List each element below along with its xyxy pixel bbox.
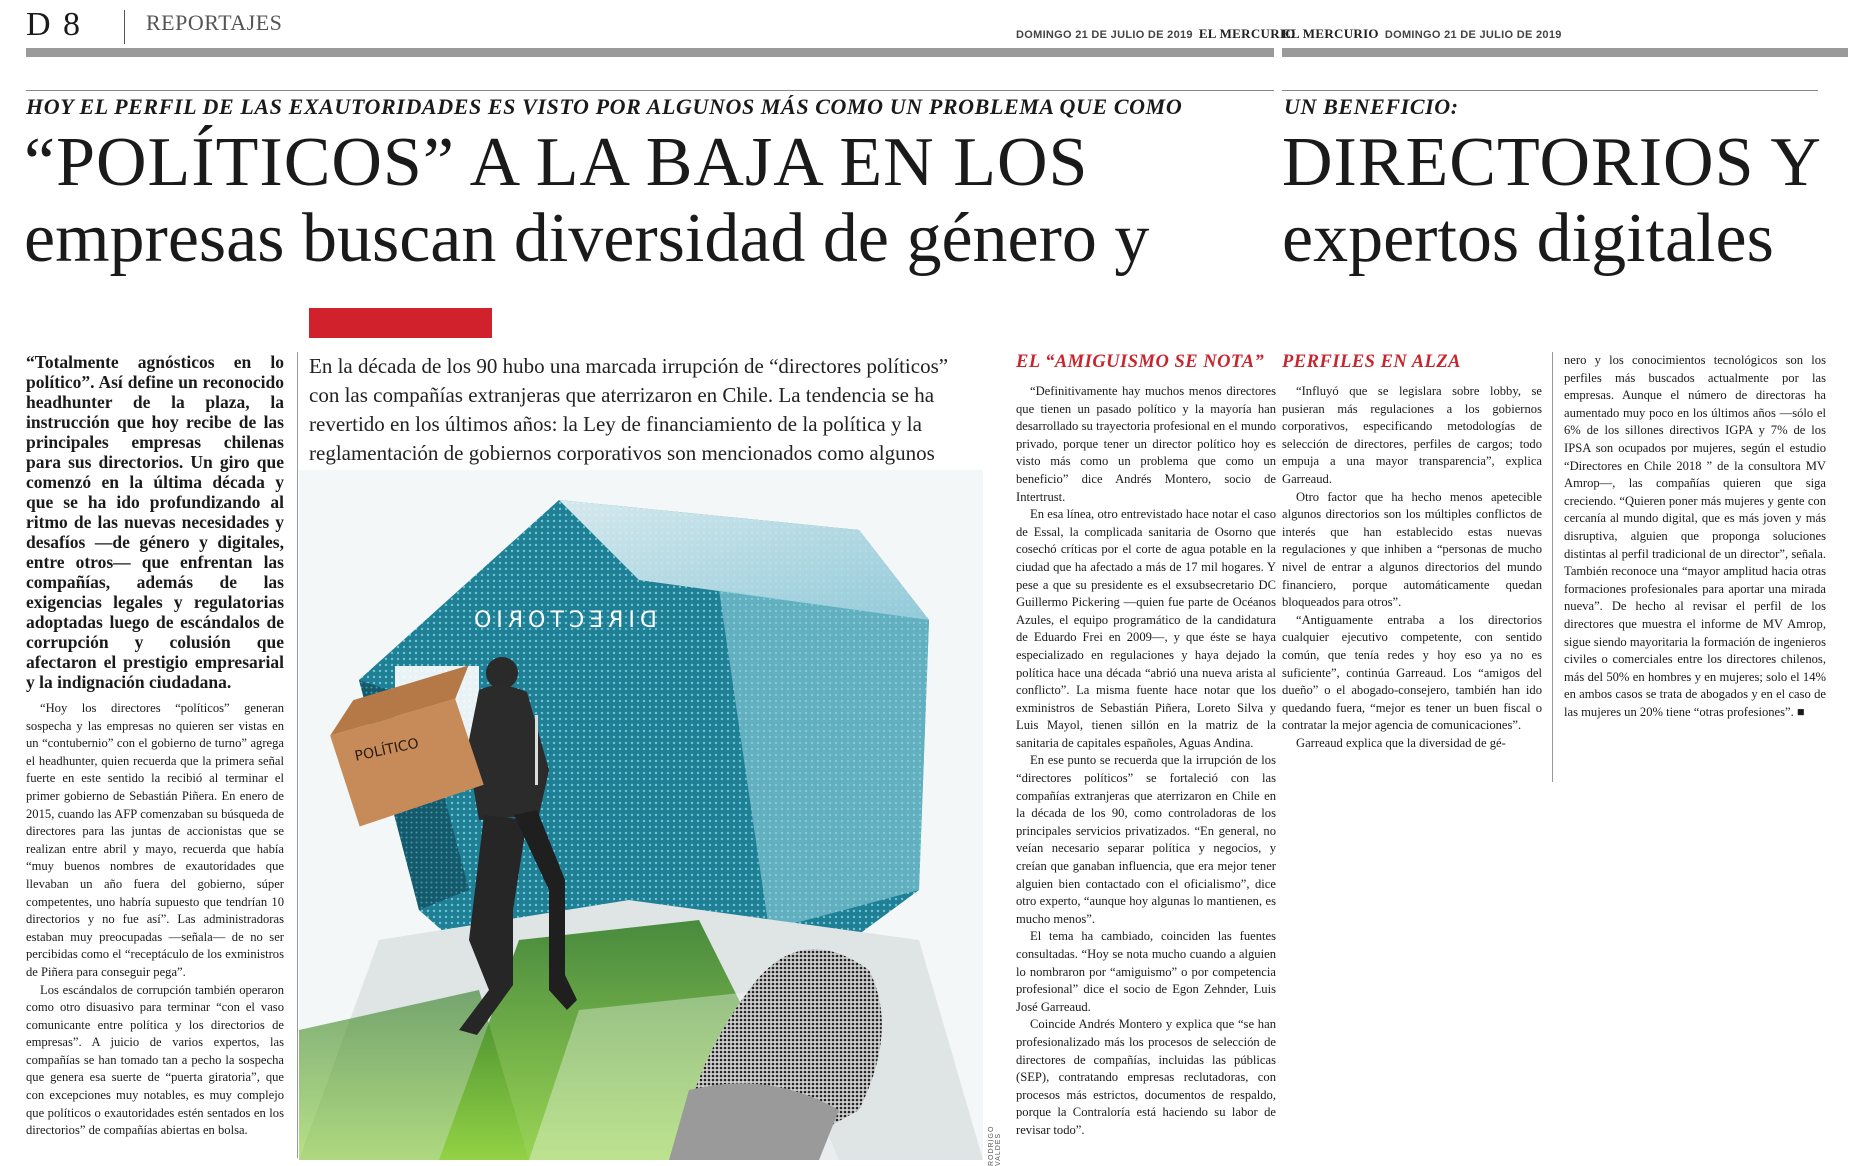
date-left: DOMINGO 21 DE JULIO DE 2019 [1016, 29, 1193, 41]
dateline-right [1282, 26, 1562, 42]
column-3 [1016, 352, 1276, 1140]
end-mark: ■ [1796, 704, 1805, 719]
headline-line2-left: empresas buscan diversidad de género y [24, 200, 1150, 277]
body-paragraph: “Hoy los directores “políticos” generan sospecha y las empresas no quieren ser vistas en un “contubernio” con el gobierno de turno” agrega el headhunter, quien recuerda que la primera señal fuerte en este sentido la recibió al terminar el primer gobierno de Sebastián Piñera. En enero de 2015, cuando las AFP comenzaban su búsqueda de directores para las juntas de accionistas que se realizan entre abril y mayo, recuerda que había “muy buenos nombres de exautoridades que llevaban un año fuera del gobierno, súper competentes, uno habría supuesto que tendrían 10 directorios y no fue así”. Las administradoras estaban muy preocupadas —señala— de no ser percibidas como el “receptáculo de los exministros de Piñera para conseguir pega”. [26, 701, 284, 979]
headline-line1-left: “POLÍTICOS” A LA BAJA EN LOS [24, 124, 1089, 201]
lead-paragraph: “Totalmente agnósticos en lo político”. Así define un reconocido headhunter de la plaza, la instrucción que hoy recibe de las principales empresas chilenas para sus directorios. Un giro que comenzó en la última década y que se ha ido profundizando al ritmo de las nuevas necesidades y desafíos —de género y digitales, entre otros— que enfrentan las compañías, además de las exigencias legales y regulatorias adoptadas luego de escándalos de corrupción y colusión que afectaron el prestigio empresarial y la indignación ciudadana. [26, 352, 284, 692]
paper-name-right: EL MERCURIO [1282, 26, 1379, 41]
kicker-left: HOY EL PERFIL DE LAS EXAUTORIDADES ES VISTO POR ALGUNOS MÁS COMO UN PROBLEMA QUE COMO [26, 94, 1183, 119]
paper-name-left: EL MERCURIO [1198, 26, 1296, 41]
column-rule [1552, 352, 1553, 782]
dateline-left [1016, 26, 1302, 42]
body-paragraph: En ese punto se recuerda que la irrupción de los “directores políticos” se fortaleció con las compañías extranjeras que aterrizaron en Chile en la década de los 90, como controladoras de los principales servicios privatizados. “En general, no veían necesario separar política y negocios, y creían que ganaban influencia, que era mejor tener alguien bien contactado con el oficialismo”, dice otro experto, “aunque hoy algunas lo mantienen, es mucho menos”. [1016, 753, 1276, 926]
column-1 [26, 352, 284, 1140]
top-rule-left [26, 48, 1274, 57]
body-paragraph: Los escándalos de corrupción también operaron como otro disuasivo para terminar “con el vaso comunicante entre política y los directorios de empresas”. A juicio de varios expertos, las compañías se han tomado tan a pecho la sospecha que genera esa suerte de “puerta giratoria”, que con excepciones muy notables, es muy complejo que políticos o exautoridades estén sentados en los directorios” de compañías abiertas en bolsa. [26, 982, 284, 1138]
photo-credit: RODRIGO VALDÉS [988, 1125, 1002, 1166]
subhead-perfiles: PERFILES EN ALZA [1282, 352, 1461, 372]
body-paragraph: “Influyó que se legislara sobre lobby, se pusieran más regulaciones a los gobiernos corporativos, especificando metodologías de selección de directores, perfiles de cargos; todo empuja a una mayor transparencia”, explica Garreaud. [1282, 384, 1542, 486]
accent-bar [309, 308, 492, 338]
body-paragraph: En esa línea, otro entrevistado hace notar el caso de Essal, la complicada sanitaria de Osorno que cosechó críticas por el corte de agua potable en la ciudad que ha afectado a más de 17 mil hogares. Y pese a que su presidente es el exsubsecretario DC Guillermo Pickering —quien fue parte de Océanos Azules, el equipo programático de la candidatura de Eduardo Frei en 2009—, y que éste se haya especializado en regulaciones y haya dejado la política hace una década “abrió una nueva arista al conflicto”. La misma fuente hace notar que los exministros de Sebastián Piñera, Loreto Silva y Luis Mayol, tienen sillón en la matriz de la sanitaria de capitales españoles, Aguas Andina. [1016, 507, 1276, 750]
headline-line2-right: expertos digitales [1282, 200, 1774, 277]
kicker-right: UN BENEFICIO: [1284, 94, 1459, 119]
box-label: POLÍTICO [353, 735, 421, 765]
section-divider [124, 10, 125, 44]
body-paragraph: Garreaud explica que la diversidad de gé- [1296, 735, 1506, 750]
column-5 [1564, 352, 1826, 721]
body-paragraph: Coincide Andrés Montero y explica que “se han profesionalizado más los procesos de selección de directores de compañías, incluidas las públicas (SEP), contratando empresas reclutadoras, con procesos más estrictos, documentos de respaldo, porque la Contraloría está haciendo su labor de revisar todo”. [1016, 1017, 1276, 1137]
headline-line1-right: DIRECTORIOS Y [1282, 124, 1822, 201]
body-paragraph: El tema ha cambiado, coinciden las fuentes consultadas. “Hoy se nota mucho cuando a alguien lo nombraron por “amiguismo” o por competencia profesional” dice el socio de Egon Zehnder, Luis José Garreaud. [1016, 929, 1276, 1014]
illustration [299, 470, 983, 1160]
kicker-rule-left [26, 90, 1274, 91]
body-paragraph [1564, 352, 1826, 721]
deck-text: En la década de los 90 hubo una marcada irrupción de “directores políticos” con las compañías extranjeras que aterrizaron en Chile. La tendencia se ha revertido en los últimos años: la Ley de financiamiento de la política y la reglamentación de gobiernos corporativos son mencionados como algunos [309, 354, 949, 465]
body-paragraph: “Antiguamente entraba a los directorios cualquier ejecutivo competente, con sentido común, que tenía redes y hoy eso ya no es suficiente”, continúa Garreaud. Los “amigos del dueño” o el abogado-consejero, también han ido quedando fuera, “mejor es tener un buen fiscal o contratar la mejor agencia de comunicaciones”. [1282, 612, 1542, 733]
column-4 [1282, 352, 1542, 752]
top-rule-right [1282, 48, 1848, 57]
body-paragraph: Otro factor que ha hecho menos apetecible algunos directorios son los múltiples conflictos de interés que han establecido estas nuevas regulaciones y que inhiben a “personas de mucho nivel de entrar a algunos directorios del mundo financiero, porque automáticamente quedan bloqueados para otros”. [1282, 489, 1542, 610]
kicker-rule-right [1282, 90, 1818, 91]
section-name: REPORTAJES [146, 10, 283, 35]
column-rule [297, 352, 298, 1158]
date-right: DOMINGO 21 DE JULIO DE 2019 [1384, 29, 1562, 41]
subhead-amiguismo: EL “AMIGUISMO SE NOTA” [1016, 352, 1265, 372]
page-number: D 8 [26, 6, 83, 43]
body-paragraph: “Definitivamente hay muchos menos directores que tienen un pasado político y la mayoría han desarrollado su trayectoria profesional en el mundo privado, porque tener un director político hoy es visto más como un problema que como un beneficio” dice Andrés Montero, socio de Intertrust. [1016, 384, 1276, 504]
illustration-sign: DIRECTORIO [469, 608, 657, 633]
body-text: nero y los conocimientos tecnológicos son los perfiles más buscados actualmente por las empresas. Aunque el número de directoras ha aumentado muy poco en los últimos años —sólo el 6% de los sillones directivos IGPA y 7% de los IPSA son ocupados por mujeres, según el estudio “Directores en Chile 2018 ” de la consultora MV Amrop—, las compañías quieren que siga creciendo. “Quieren poner más mujeres y gente con cercanía al mundo digital, que es más joven y más disruptiva, alguien que proponga soluciones distintas al perfil tradicional de un director”, señala. También reconoce una “mayor amplitud hacia otras formaciones profesionales para aportar una mirada nueva”. De hecho al revisar el perfil de los directores que muestra el informe de MV Amrop, sigue siendo mayoritaria la formación de ingenieros civiles o comerciales entre los directores chilenos, más del 50% en hombres y en mujeres; solo el 14% en ambos casos se trata de abogados y en el caso de las mujeres un 20% tiene “otras profesiones”. [1564, 353, 1826, 719]
